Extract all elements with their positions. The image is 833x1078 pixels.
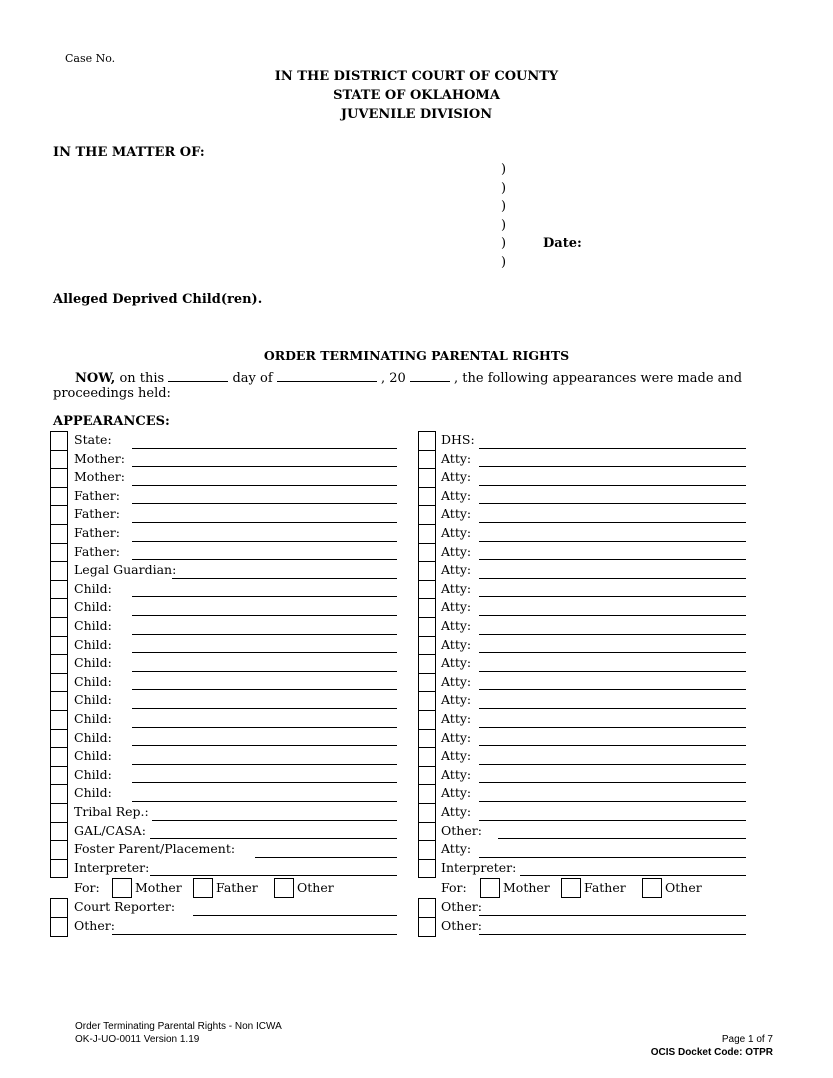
left-tail-label: Court Reporter: — [74, 899, 176, 915]
right-for-other-label: Other — [665, 880, 702, 896]
left-party-label: Legal Guardian: — [74, 562, 177, 578]
left-name-line[interactable] — [132, 671, 397, 672]
left-checkbox[interactable] — [50, 691, 68, 711]
right-for-label: For: — [441, 880, 467, 896]
right-name-line[interactable] — [479, 764, 746, 765]
case-number-label: Case No. — [65, 52, 116, 65]
left-party-label: Child: — [74, 636, 112, 652]
left-checkbox[interactable] — [50, 840, 68, 860]
left-party-label: GAL/CASA: — [74, 822, 146, 838]
left-checkbox[interactable] — [50, 431, 68, 451]
right-name-line[interactable] — [479, 857, 746, 858]
right-name-line[interactable] — [479, 541, 746, 542]
left-checkbox[interactable] — [50, 729, 68, 749]
right-name-line[interactable] — [479, 522, 746, 523]
right-tail-label: Other: — [441, 899, 482, 915]
right-checkbox[interactable] — [418, 636, 436, 656]
left-name-line[interactable] — [132, 466, 397, 467]
left-name-line[interactable] — [132, 652, 397, 653]
left-party-label: Father: — [74, 525, 120, 540]
left-name-line[interactable] — [132, 708, 397, 709]
left-party-label: Child: — [74, 673, 112, 689]
left-party-label: Child: — [74, 711, 112, 726]
right-name-line[interactable] — [479, 578, 746, 579]
right-name-line[interactable] — [520, 875, 746, 876]
left-party-label: Mother: — [74, 469, 125, 485]
left-checkbox[interactable] — [50, 561, 68, 581]
left-party-label: Child: — [74, 599, 112, 615]
right-checkbox[interactable] — [418, 450, 436, 470]
right-party-label: Atty: — [441, 580, 472, 596]
right-party-label: Atty: — [441, 636, 472, 652]
left-tail-checkbox[interactable] — [50, 917, 68, 937]
left-for-label: For: — [74, 880, 100, 896]
right-for-father-checkbox[interactable] — [561, 878, 581, 898]
right-name-line[interactable] — [479, 745, 746, 746]
right-checkbox[interactable] — [418, 784, 436, 804]
left-name-line[interactable] — [132, 596, 397, 597]
right-checkbox[interactable] — [418, 580, 436, 600]
left-party-label: Child: — [74, 655, 112, 671]
left-party-label: Child: — [74, 729, 112, 745]
right-party-label: Atty: — [441, 729, 472, 745]
right-party-label: Interpreter: — [441, 859, 517, 875]
right-name-line[interactable] — [479, 615, 746, 616]
right-party-label: Atty: — [441, 525, 472, 540]
form-id: OK-J-UO-0011 Version 1.19 — [75, 1034, 200, 1045]
right-checkbox[interactable] — [418, 524, 436, 544]
left-party-label: State: — [74, 432, 112, 447]
left-party-label: Child: — [74, 692, 112, 708]
right-party-label: Atty: — [441, 506, 472, 522]
right-checkbox[interactable] — [418, 729, 436, 749]
left-name-line[interactable] — [132, 485, 397, 486]
left-for-father-label: Father — [216, 880, 258, 896]
right-tail-line[interactable] — [479, 934, 746, 935]
right-for-father-label: Father — [584, 880, 626, 896]
right-party-label: Atty: — [441, 785, 472, 801]
right-party-label: Atty: — [441, 748, 472, 764]
right-checkbox[interactable] — [418, 822, 436, 842]
right-party-label: DHS: — [441, 432, 475, 447]
page-number: Page 1 of 7 — [721, 1034, 773, 1045]
right-party-label: Atty: — [441, 692, 472, 708]
right-party-label: Atty: — [441, 841, 472, 857]
left-checkbox[interactable] — [50, 747, 68, 767]
right-party-label: Atty: — [441, 618, 472, 633]
caption-paren: ) — [501, 255, 507, 270]
right-name-line[interactable] — [479, 596, 746, 597]
right-checkbox[interactable] — [418, 691, 436, 711]
right-checkbox[interactable] — [418, 431, 436, 451]
left-tail-line[interactable] — [112, 934, 397, 935]
right-checkbox[interactable] — [418, 840, 436, 860]
right-name-line[interactable] — [479, 782, 746, 783]
left-party-label: Child: — [74, 618, 112, 633]
left-checkbox[interactable] — [50, 654, 68, 674]
right-name-line[interactable] — [479, 727, 746, 728]
left-name-line[interactable] — [132, 634, 397, 635]
right-checkbox[interactable] — [418, 487, 436, 507]
right-for-mother-checkbox[interactable] — [480, 878, 500, 898]
left-checkbox[interactable] — [50, 822, 68, 842]
form-title: Order Terminating Parental Rights - Non ICWA — [75, 1021, 282, 1032]
right-party-label: Atty: — [441, 766, 472, 782]
left-party-label: Tribal Rep.: — [74, 804, 149, 819]
right-name-line[interactable] — [479, 466, 746, 467]
left-name-line[interactable] — [132, 559, 397, 560]
left-name-line[interactable] — [132, 764, 397, 765]
left-name-line[interactable] — [132, 615, 397, 616]
left-checkbox[interactable] — [50, 636, 68, 656]
left-name-line[interactable] — [132, 727, 397, 728]
left-party-label: Father: — [74, 543, 120, 559]
right-checkbox[interactable] — [418, 673, 436, 693]
left-checkbox[interactable] — [50, 617, 68, 637]
right-checkbox[interactable] — [418, 598, 436, 618]
on-this-text: on this — [115, 371, 169, 386]
year-prefix-text: , 20 — [376, 371, 410, 386]
right-checkbox[interactable] — [418, 561, 436, 581]
right-name-line[interactable] — [479, 801, 746, 802]
right-name-line[interactable] — [479, 448, 746, 449]
year-field[interactable] — [410, 367, 450, 382]
alleged-label: Alleged Deprived Child(ren). — [53, 292, 263, 307]
right-name-line[interactable] — [498, 838, 746, 839]
matter-label: IN THE MATTER OF: — [53, 145, 205, 160]
right-checkbox[interactable] — [418, 543, 436, 563]
right-checkbox[interactable] — [418, 505, 436, 525]
left-party-label: Foster Parent/Placement: — [74, 841, 236, 857]
left-party-label: Father: — [74, 506, 120, 522]
now-paragraph — [53, 367, 753, 401]
appearances-made-text: , the following appearances were made and proceedings held: — [53, 371, 743, 401]
left-name-line[interactable] — [255, 857, 397, 858]
right-party-label: Atty: — [441, 804, 472, 819]
left-name-line[interactable] — [152, 820, 397, 821]
left-checkbox[interactable] — [50, 524, 68, 544]
left-party-label: Child: — [74, 766, 112, 782]
left-checkbox[interactable] — [50, 598, 68, 618]
right-party-label: Atty: — [441, 673, 472, 689]
right-party-label: Atty: — [441, 450, 472, 466]
right-party-label: Atty: — [441, 599, 472, 615]
left-for-other-label: Other — [297, 880, 334, 896]
right-tail-label: Other: — [441, 918, 482, 933]
caption-paren: ) — [501, 236, 507, 251]
left-name-line[interactable] — [132, 503, 397, 504]
left-checkbox[interactable] — [50, 710, 68, 730]
right-name-line[interactable] — [479, 652, 746, 653]
left-for-mother-label: Mother — [135, 880, 182, 896]
caption-paren: ) — [501, 181, 507, 196]
left-checkbox[interactable] — [50, 450, 68, 470]
right-name-line[interactable] — [479, 689, 746, 690]
right-name-line[interactable] — [479, 820, 746, 821]
state-line: STATE OF OKLAHOMA — [333, 88, 500, 103]
right-for-other-checkbox[interactable] — [642, 878, 662, 898]
left-checkbox[interactable] — [50, 468, 68, 488]
left-tail-label: Other: — [74, 918, 115, 933]
docket-code: OCIS Docket Code: OTPR — [650, 1047, 773, 1058]
left-name-line[interactable] — [150, 875, 397, 876]
left-checkbox[interactable] — [50, 859, 68, 879]
right-name-line[interactable] — [479, 708, 746, 709]
right-party-label: Other: — [441, 822, 482, 838]
left-party-label: Child: — [74, 748, 112, 764]
right-checkbox[interactable] — [418, 766, 436, 786]
left-name-line[interactable] — [132, 689, 397, 690]
right-party-label: Atty: — [441, 655, 472, 671]
right-checkbox[interactable] — [418, 617, 436, 637]
day-field[interactable] — [168, 367, 228, 382]
right-checkbox[interactable] — [418, 654, 436, 674]
court-line: IN THE DISTRICT COURT OF COUNTY — [274, 69, 559, 84]
right-name-line[interactable] — [479, 671, 746, 672]
right-name-line[interactable] — [479, 503, 746, 504]
left-checkbox[interactable] — [50, 505, 68, 525]
day-of-text: day of — [232, 371, 277, 386]
left-name-line[interactable] — [150, 838, 397, 839]
right-party-label: Atty: — [441, 469, 472, 485]
left-party-label: Father: — [74, 487, 120, 503]
left-name-line[interactable] — [132, 782, 397, 783]
left-tail-line[interactable] — [193, 915, 397, 916]
left-party-label: Mother: — [74, 450, 125, 466]
left-for-other-checkbox[interactable] — [274, 878, 294, 898]
right-checkbox[interactable] — [418, 468, 436, 488]
order-title: ORDER TERMINATING PARENTAL RIGHTS — [263, 348, 570, 363]
caption-paren: ) — [501, 218, 507, 233]
left-party-label: Interpreter: — [74, 859, 150, 875]
left-name-line[interactable] — [132, 745, 397, 746]
left-checkbox[interactable] — [50, 803, 68, 823]
right-tail-line[interactable] — [479, 915, 746, 916]
right-party-label: Atty: — [441, 487, 472, 503]
right-name-line[interactable] — [479, 559, 746, 560]
caption-paren: ) — [501, 162, 507, 177]
month-field[interactable] — [277, 367, 377, 382]
date-label: Date: — [543, 236, 582, 251]
right-party-label: Atty: — [441, 562, 472, 578]
caption-paren: ) — [501, 199, 507, 214]
left-party-label: Child: — [74, 785, 112, 801]
right-name-line[interactable] — [479, 634, 746, 635]
left-checkbox[interactable] — [50, 784, 68, 804]
right-checkbox[interactable] — [418, 859, 436, 879]
right-tail-checkbox[interactable] — [418, 917, 436, 937]
left-name-line[interactable] — [172, 578, 397, 579]
now-word: NOW, — [75, 371, 116, 386]
right-for-mother-label: Mother — [503, 880, 550, 896]
right-checkbox[interactable] — [418, 803, 436, 823]
right-party-label: Atty: — [441, 711, 472, 726]
left-tail-checkbox[interactable] — [50, 898, 68, 918]
left-party-label: Child: — [74, 580, 112, 596]
left-name-line[interactable] — [132, 541, 397, 542]
right-checkbox[interactable] — [418, 710, 436, 730]
left-for-father-checkbox[interactable] — [193, 878, 213, 898]
left-for-mother-checkbox[interactable] — [112, 878, 132, 898]
left-checkbox[interactable] — [50, 487, 68, 507]
left-name-line[interactable] — [132, 801, 397, 802]
right-tail-checkbox[interactable] — [418, 898, 436, 918]
left-checkbox[interactable] — [50, 673, 68, 693]
left-checkbox[interactable] — [50, 766, 68, 786]
left-name-line[interactable] — [132, 522, 397, 523]
left-checkbox[interactable] — [50, 543, 68, 563]
right-party-label: Atty: — [441, 543, 472, 559]
appearances-title: APPEARANCES: — [53, 414, 170, 429]
left-checkbox[interactable] — [50, 580, 68, 600]
right-name-line[interactable] — [479, 485, 746, 486]
left-name-line[interactable] — [132, 448, 397, 449]
right-checkbox[interactable] — [418, 747, 436, 767]
division-line: JUVENILE DIVISION — [340, 107, 493, 122]
